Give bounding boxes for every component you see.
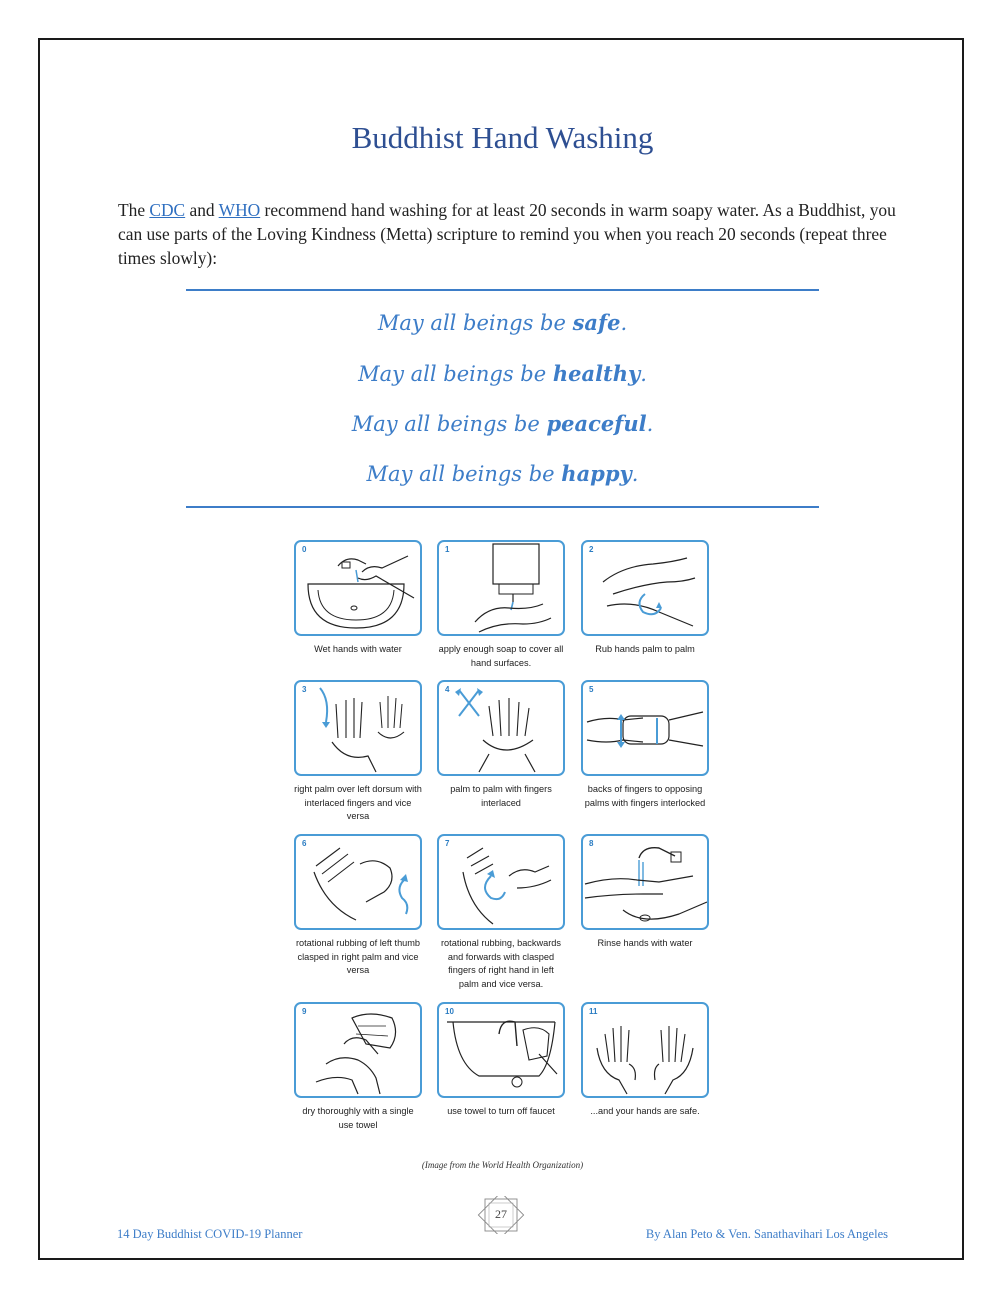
step-number: 2: [589, 545, 594, 554]
fingers-interlocked-illustration: [583, 682, 707, 774]
soap-dispenser-illustration: [439, 542, 563, 634]
step-7: [437, 834, 565, 991]
metta-prefix: May all beings be: [351, 412, 547, 436]
step-8-panel: [581, 834, 709, 930]
step-caption: dry thoroughly with a single use towel: [302, 1106, 414, 1130]
step-11-panel: [581, 1002, 709, 1098]
step-caption: Rub hands palm to palm: [595, 644, 695, 654]
step-9: [294, 1002, 422, 1132]
step-10-panel: [437, 1002, 565, 1098]
step-caption: right palm over left dorsum with interlaced fingers and vice versa: [294, 784, 422, 821]
metta-emphasis: safe: [572, 310, 621, 335]
step-6-panel: [294, 834, 422, 930]
step-number: 3: [302, 685, 307, 694]
step-caption: Wet hands with water: [314, 644, 402, 654]
metta-emphasis: happy: [561, 461, 632, 486]
step-10: [437, 1002, 565, 1119]
step-5-panel: [581, 680, 709, 776]
step-caption: ...and your hands are safe.: [590, 1106, 700, 1116]
step-caption: use towel to turn off faucet: [447, 1106, 555, 1116]
metta-prefix: May all beings be: [358, 362, 553, 386]
metta-suffix: .: [631, 462, 639, 486]
metta-line-safe: [0, 310, 1005, 335]
image-credit: (Image from the World Health Organization): [421, 1160, 584, 1170]
step-3: [294, 680, 422, 824]
step-number: 7: [445, 839, 450, 848]
step-caption: Rinse hands with water: [597, 938, 693, 948]
step-11: [581, 1002, 709, 1119]
step-number: 5: [589, 685, 594, 694]
metta-prefix: May all beings be: [377, 311, 573, 335]
cdc-link[interactable]: CDC: [149, 200, 186, 220]
step-0: [294, 540, 422, 657]
step-caption: backs of fingers to opposing palms with fingers interlocked: [584, 784, 706, 808]
metta-suffix: .: [646, 412, 654, 436]
step-number: 8: [589, 839, 594, 848]
handwashing-steps-grid: [294, 540, 714, 1140]
footer-authors: By Alan Peto & Ven. Sanathavihari Los Angeles: [645, 1227, 888, 1241]
metta-line-peaceful: [0, 411, 1005, 436]
footer-planner-title: 14 Day Buddhist COVID-19 Planner: [117, 1227, 303, 1241]
clean-hands-illustration: [583, 1004, 707, 1096]
page-title: Buddhist Hand Washing: [351, 120, 654, 155]
step-number: 0: [302, 545, 307, 554]
step-5: [581, 680, 709, 810]
step-0-panel: [294, 540, 422, 636]
towel-faucet-illustration: [439, 1004, 563, 1096]
rinse-hands-illustration: [583, 836, 707, 928]
top-divider: [186, 289, 819, 291]
step-number: 11: [589, 1007, 598, 1016]
metta-line-happy: [0, 461, 1005, 486]
step-caption: rotational rubbing, backwards and forwards with clasped fingers of right hand in left palm and vice versa.: [440, 938, 562, 989]
bottom-divider: [186, 506, 819, 508]
metta-emphasis: peaceful: [546, 411, 647, 436]
metta-suffix: .: [620, 311, 628, 335]
wet-hands-illustration: [296, 542, 420, 634]
step-2: [581, 540, 709, 657]
step-caption: palm to palm with fingers interlaced: [450, 784, 552, 808]
step-2-panel: [581, 540, 709, 636]
step-number: 9: [302, 1007, 307, 1016]
fingertip-rubbing-illustration: [439, 836, 563, 928]
metta-suffix: .: [640, 362, 647, 386]
page-number: 27: [495, 1207, 507, 1221]
step-4: [437, 680, 565, 810]
metta-prefix: May all beings be: [366, 462, 562, 486]
metta-line-healthy: [0, 361, 1005, 386]
step-4-panel: [437, 680, 565, 776]
step-3-panel: [294, 680, 422, 776]
step-caption: rotational rubbing of left thumb clasped in right palm and vice versa: [295, 938, 421, 975]
intro-paragraph: [118, 198, 898, 270]
intro-text-end: recommend hand washing for at least 20 seconds in warm soapy water. As a Buddhist, you can use parts of the Loving Kindness (Metta) scripture to remind you when you reach 20 seconds (repeat three times slowly):: [118, 200, 896, 268]
step-1: [437, 540, 565, 670]
step-6: [294, 834, 422, 978]
step-9-panel: [294, 1002, 422, 1098]
intro-text-between: and: [185, 200, 219, 220]
step-7-panel: [437, 834, 565, 930]
step-caption: apply enough soap to cover all hand surfaces.: [438, 644, 564, 668]
step-number: 10: [445, 1007, 454, 1016]
metta-emphasis: healthy: [552, 361, 641, 386]
step-8: [581, 834, 709, 951]
step-number: 4: [445, 685, 450, 694]
palm-to-palm-illustration: [583, 542, 707, 634]
thumb-rubbing-illustration: [296, 836, 420, 928]
step-1-panel: [437, 540, 565, 636]
fingers-interlaced-illustration: [439, 682, 563, 774]
intro-text-start: The: [118, 200, 150, 220]
interlaced-dorsum-illustration: [296, 682, 420, 774]
who-link[interactable]: WHO: [218, 200, 261, 220]
step-number: 1: [445, 545, 450, 554]
step-number: 6: [302, 839, 307, 848]
dry-hands-illustration: [296, 1004, 420, 1096]
